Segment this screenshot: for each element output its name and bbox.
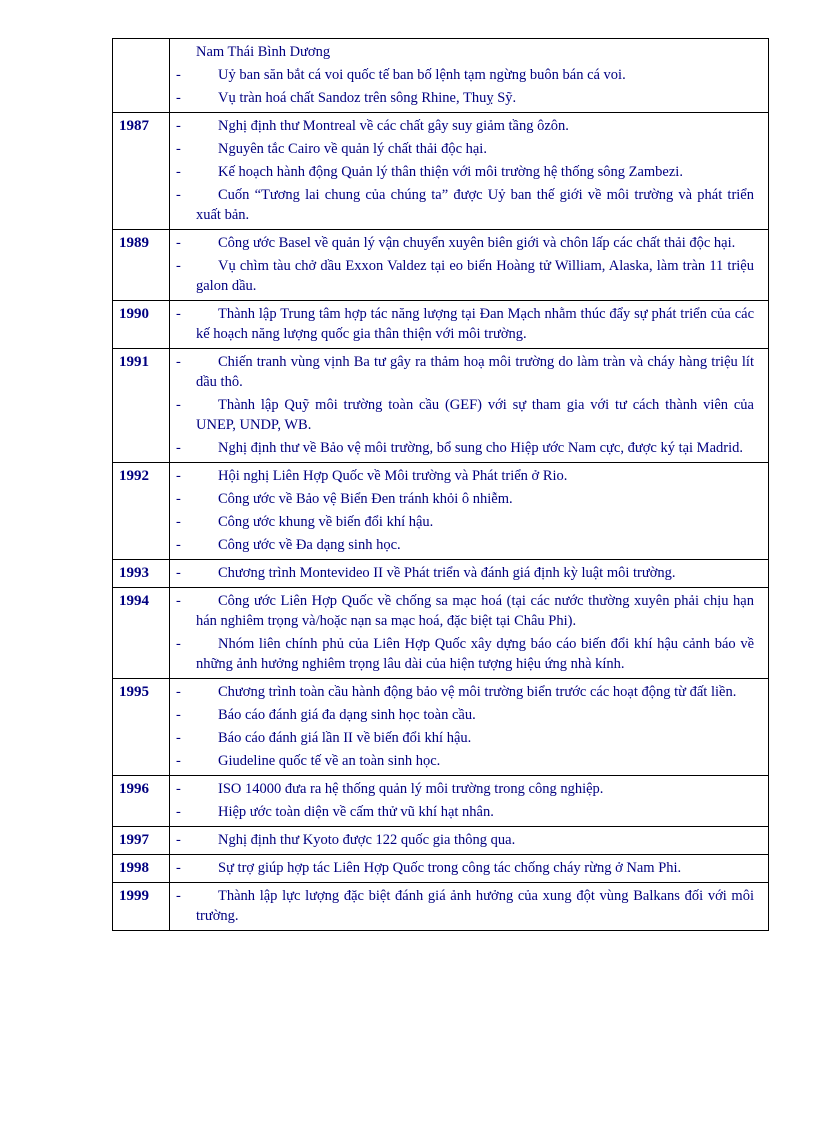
bullet-dash: - [176, 888, 181, 904]
bullet-dash: - [176, 258, 181, 274]
event-item [176, 438, 754, 458]
event-text: Nam Thái Bình Dương [196, 44, 331, 60]
event-item [176, 751, 754, 771]
event-item [176, 858, 754, 878]
environment-timeline-table [112, 38, 769, 931]
event-item [176, 591, 754, 631]
events-cell [170, 349, 769, 463]
event-item [176, 233, 754, 253]
event-text: Công ước về Bảo vệ Biển Đen tránh khỏi ô nhiễm. [218, 491, 513, 507]
year-cell: 1998 [113, 855, 170, 883]
event-item [176, 466, 754, 486]
event-text: Nhóm liên chính phủ của Liên Hợp Quốc xây dựng báo cáo biến đổi khí hậu cảnh báo về những ảnh hưởng nghiêm trọng lâu dài của hiện tượng hiệu ứng nhà kính. [196, 636, 754, 672]
bullet-dash: - [176, 491, 181, 507]
bullet-dash: - [176, 141, 181, 157]
events-cell [170, 463, 769, 560]
event-item [176, 139, 754, 159]
bullet-dash: - [176, 468, 181, 484]
bullet-dash: - [176, 187, 181, 203]
event-text: Vụ chìm tàu chở dầu Exxon Valdez tại eo biển Hoàng tử William, Alaska, làm tràn 11 triệu galon dầu. [196, 258, 754, 294]
event-item [176, 830, 754, 850]
timeline-row [113, 883, 769, 931]
year-cell: 1997 [113, 827, 170, 855]
bullet-dash: - [176, 753, 181, 769]
timeline-row [113, 776, 769, 827]
year-cell: 1993 [113, 560, 170, 588]
event-item [176, 563, 754, 583]
event-item [176, 65, 754, 85]
event-item [176, 886, 754, 926]
event-text: Kế hoạch hành động Quản lý thân thiện với môi trường hệ thống sông Zambezi. [218, 164, 683, 180]
bullet-dash: - [176, 235, 181, 251]
year-cell: 1996 [113, 776, 170, 827]
event-item [176, 88, 754, 108]
events-cell [170, 230, 769, 301]
event-text: Công ước khung về biến đổi khí hậu. [218, 514, 434, 530]
year-cell: 1994 [113, 588, 170, 679]
event-item [176, 116, 754, 136]
bullet-dash: - [176, 707, 181, 723]
timeline-row [113, 679, 769, 776]
timeline-row [113, 855, 769, 883]
timeline-row [113, 39, 769, 113]
event-text: Chiến tranh vùng vịnh Ba tư gây ra thảm hoạ môi trường do làm tràn và cháy hàng triệu lít dầu thô. [196, 354, 754, 390]
bullet-dash: - [176, 306, 181, 322]
events-cell [170, 776, 769, 827]
event-item [176, 779, 754, 799]
bullet-dash: - [176, 832, 181, 848]
event-item [176, 535, 754, 555]
event-text: Thành lập Trung tâm hợp tác năng lượng tại Đan Mạch nhằm thúc đẩy sự phát triển của các kế hoạch năng lượng quốc gia thân thiện với môi trường. [196, 306, 754, 342]
events-cell [170, 855, 769, 883]
bullet-dash: - [176, 514, 181, 530]
timeline-row [113, 463, 769, 560]
events-cell [170, 560, 769, 588]
event-item [176, 162, 754, 182]
event-text: Nguyên tắc Cairo về quản lý chất thải độc hại. [218, 141, 487, 157]
year-cell [113, 39, 170, 113]
bullet-dash: - [176, 593, 181, 609]
event-item [176, 728, 754, 748]
timeline-row [113, 301, 769, 349]
event-text: ISO 14000 đưa ra hệ thống quản lý môi trường trong công nghiệp. [218, 781, 604, 797]
event-text: Chương trình Montevideo II về Phát triển và đánh giá định kỳ luật môi trường. [218, 565, 676, 581]
event-text: Chương trình toàn cầu hành động bảo vệ môi trường biển trước các hoạt động từ đất liền. [218, 684, 737, 700]
event-item [176, 352, 754, 392]
events-cell [170, 301, 769, 349]
event-item [176, 634, 754, 674]
event-text: Sự trợ giúp hợp tác Liên Hợp Quốc trong công tác chống cháy rừng ở Nam Phi. [218, 860, 682, 876]
bullet-dash: - [176, 804, 181, 820]
events-cell [170, 588, 769, 679]
event-item [176, 802, 754, 822]
event-item [176, 489, 754, 509]
event-text: Công ước về Đa dạng sinh học. [218, 537, 401, 553]
event-item [176, 512, 754, 532]
bullet-dash: - [176, 67, 181, 83]
bullet-dash: - [176, 164, 181, 180]
event-text: Hiệp ước toàn diện về cấm thử vũ khí hạt nhân. [218, 804, 494, 820]
events-cell [170, 679, 769, 776]
events-cell [170, 827, 769, 855]
event-text: Gіudeline quốc tế về an toàn sinh học. [218, 753, 441, 769]
year-cell: 1987 [113, 113, 170, 230]
year-cell: 1992 [113, 463, 170, 560]
event-item [176, 682, 754, 702]
timeline-row [113, 560, 769, 588]
event-text: Thành lập lực lượng đặc biệt đánh giá ảnh hưởng của xung đột vùng Balkans đối với môi trường. [196, 888, 754, 924]
event-text: Nghị định thư Kyoto được 122 quốc gia thông qua. [218, 832, 516, 848]
event-item [176, 395, 754, 435]
event-item [176, 304, 754, 344]
events-cell [170, 113, 769, 230]
year-cell: 1999 [113, 883, 170, 931]
timeline-row [113, 349, 769, 463]
timeline-row [113, 230, 769, 301]
bullet-dash: - [176, 636, 181, 652]
event-text: Nghị định thư về Bảo vệ môi trường, bổ sung cho Hiệp ước Nam cực, được ký tại Madrid. [218, 440, 743, 456]
bullet-dash: - [176, 90, 181, 106]
year-cell: 1989 [113, 230, 170, 301]
event-text: Hội nghị Liên Hợp Quốc về Môi trường và Phát triển ở Rio. [218, 468, 568, 484]
bullet-dash: - [176, 730, 181, 746]
bullet-dash: - [176, 537, 181, 553]
bullet-dash: - [176, 397, 181, 413]
events-cell [170, 39, 769, 113]
bullet-dash: - [176, 781, 181, 797]
event-text: Cuốn “Tương lai chung của chúng ta” được Uỷ ban thế giới về môi trường và phát triển xuất bản. [196, 187, 754, 223]
bullet-dash: - [176, 440, 181, 456]
bullet-dash: - [176, 565, 181, 581]
event-text: Báo cáo đánh giá đa dạng sinh học toàn cầu. [218, 707, 476, 723]
event-item [176, 185, 754, 225]
year-cell: 1995 [113, 679, 170, 776]
timeline-row [113, 588, 769, 679]
event-text: Báo cáo đánh giá lần II về biến đổi khí hậu. [218, 730, 472, 746]
event-item [176, 705, 754, 725]
event-text: Uỷ ban săn bắt cá voi quốc tế ban bố lệnh tạm ngừng buôn bán cá voi. [218, 67, 626, 83]
bullet-dash: - [176, 860, 181, 876]
bullet-dash: - [176, 118, 181, 134]
timeline-row [113, 113, 769, 230]
events-cell [170, 883, 769, 931]
event-text: Thành lập Quỹ môi trường toàn cầu (GEF) với sự tham gia với tư cách thành viên của UNEP, UNDP, WB. [196, 397, 754, 433]
timeline-body [113, 39, 769, 931]
bullet-dash: - [176, 684, 181, 700]
event-text: Công ước Basel về quản lý vận chuyển xuyên biên giới và chôn lấp các chất thải độc hại. [218, 235, 736, 251]
year-cell: 1990 [113, 301, 170, 349]
event-text: Công ước Liên Hợp Quốc về chống sa mạc hoá (tại các nước thường xuyên phải chịu hạn hán nghiêm trọng và/hoặc nạn sa mạc hoá, đặc biệt tại Châu Phi). [196, 593, 754, 629]
event-item [176, 42, 754, 62]
event-text: Nghị định thư Montreal về các chất gây suy giảm tầng ôzôn. [218, 118, 569, 134]
bullet-dash: - [176, 354, 181, 370]
event-text: Vụ tràn hoá chất Sandoz trên sông Rhine, Thuỵ Sỹ. [218, 90, 517, 106]
timeline-row [113, 827, 769, 855]
event-item [176, 256, 754, 296]
year-cell: 1991 [113, 349, 170, 463]
